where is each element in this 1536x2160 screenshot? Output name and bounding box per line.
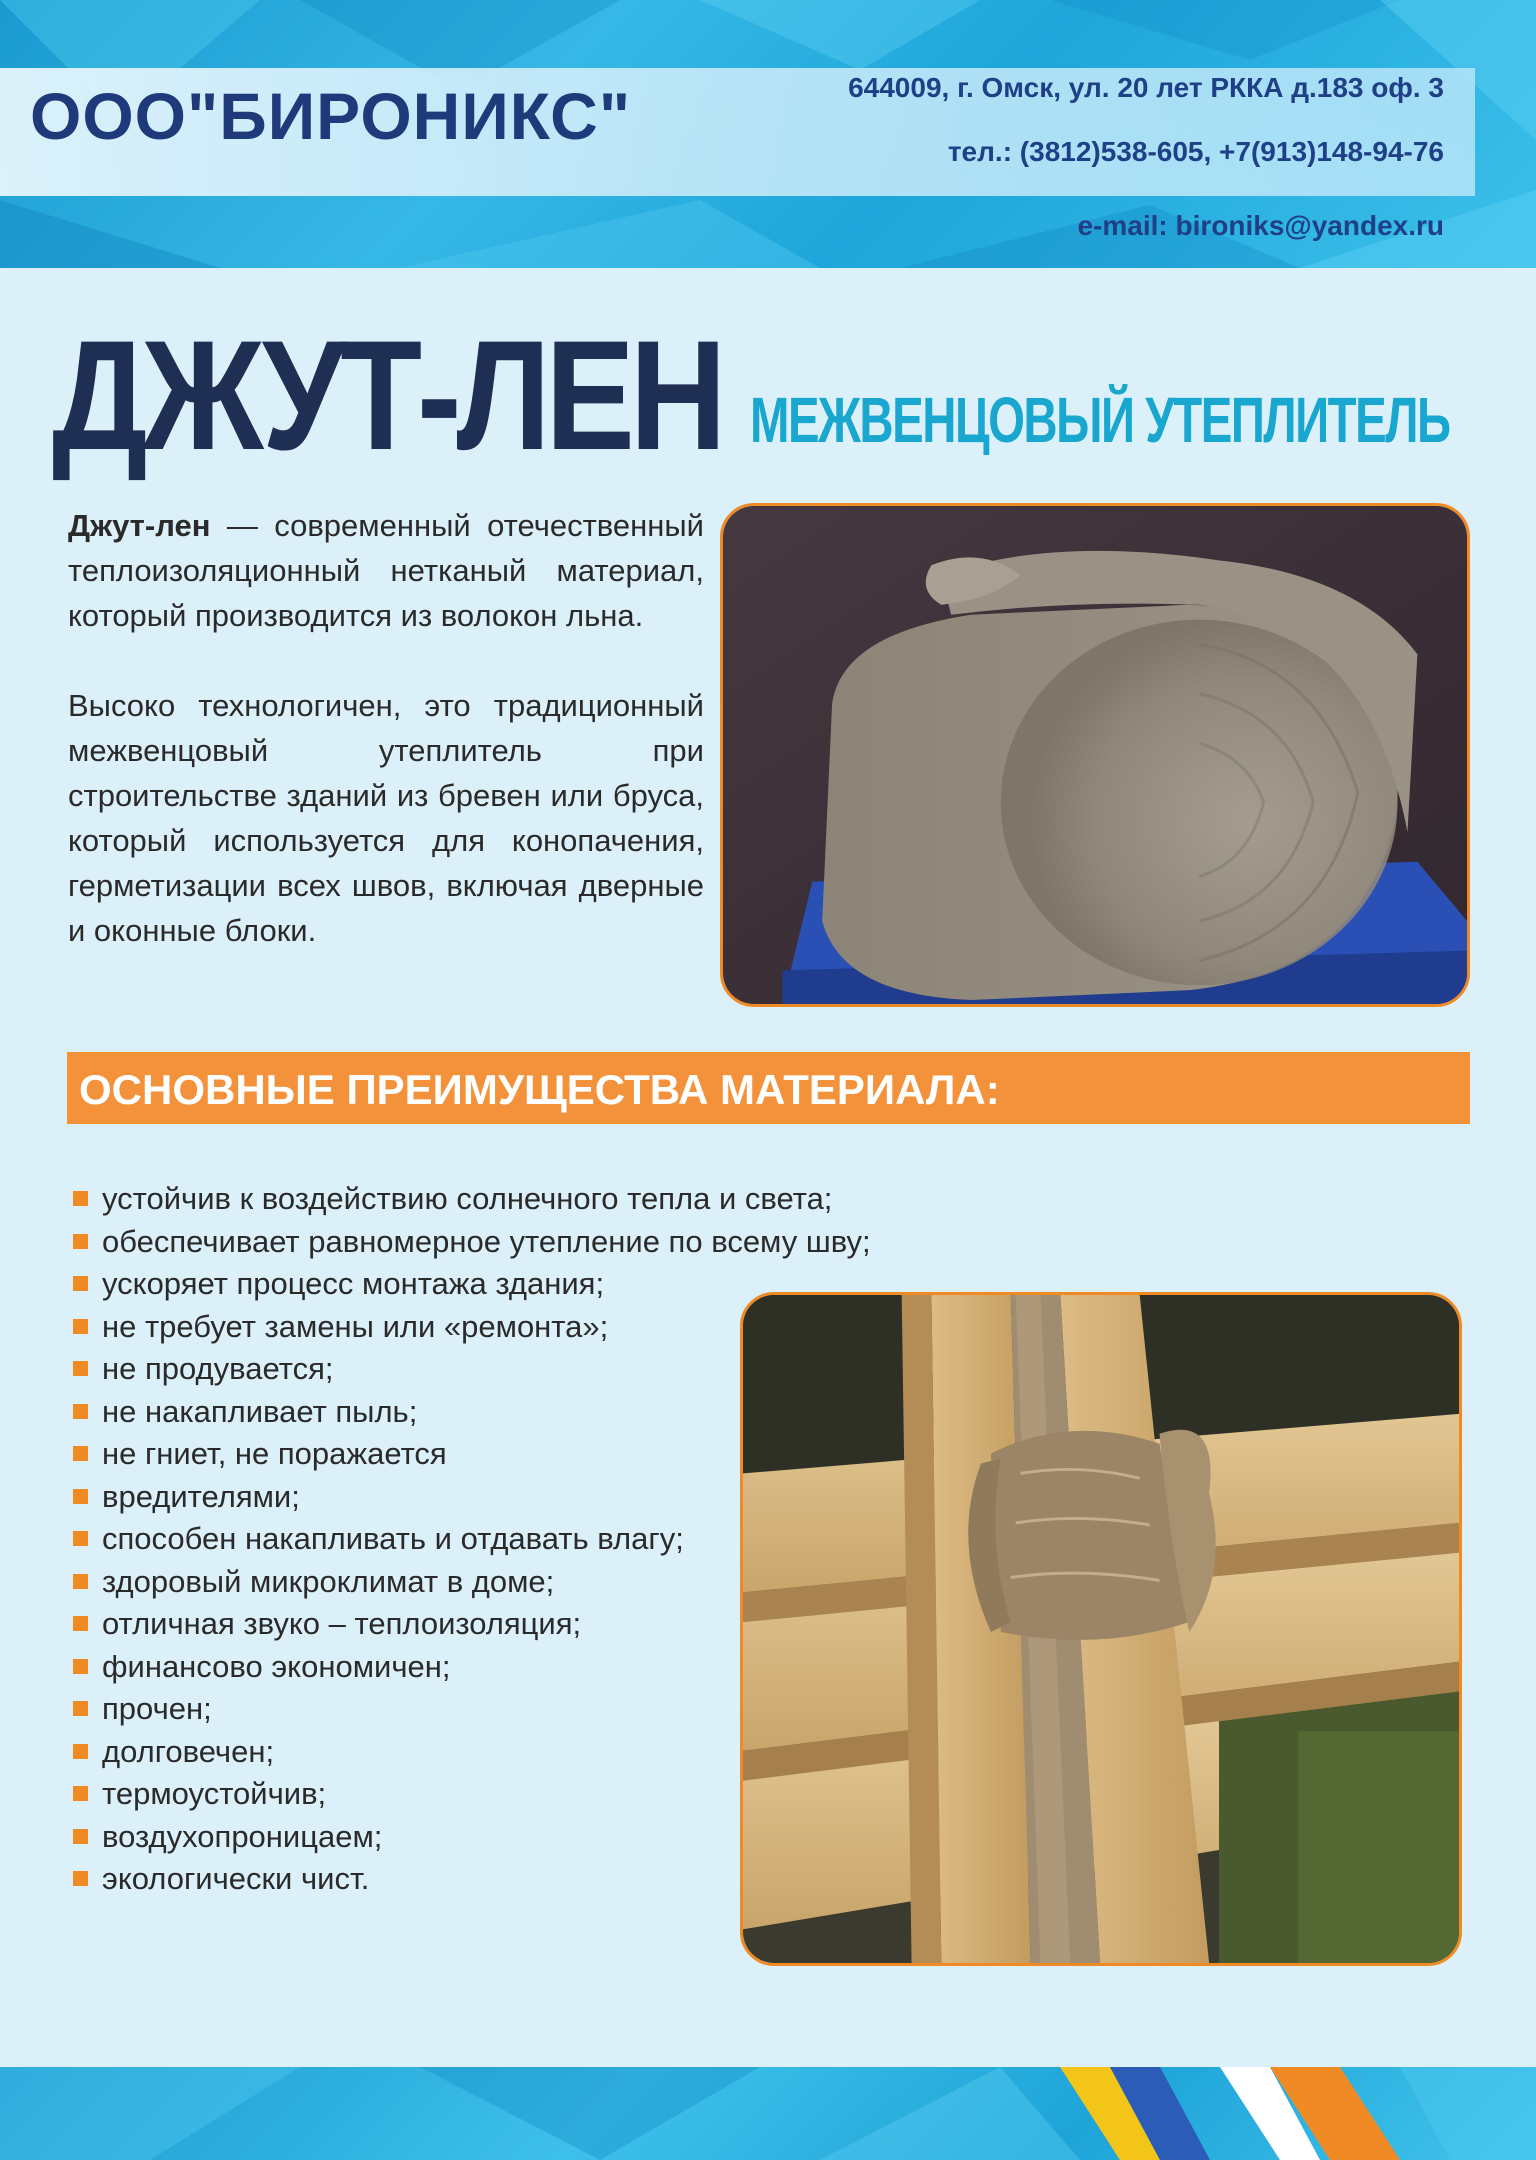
list-item: обеспечивает равномерное утепление по всему шву; (68, 1221, 968, 1264)
description-paragraph-2: Высоко технологичен, это традиционный межвенцовый утеплитель при строительстве зданий из бревен или бруса, который используется для конопачения, герметизации всех швов, включая дверные и оконные блоки. (68, 688, 704, 948)
bullet-square-icon (73, 1489, 88, 1504)
list-item: финансово экономичен; (68, 1646, 968, 1689)
list-item: способен накапливать и отдавать влагу; (68, 1518, 722, 1561)
list-item: здоровый микроклимат в доме; (68, 1561, 968, 1604)
bullet-square-icon (73, 1786, 88, 1801)
description-definition: — современный отечественный теплоизоляционный нетканый материал, который производится из волокон льна. (68, 508, 704, 633)
timber-joint-photo (740, 1292, 1462, 1966)
footer-band (0, 2067, 1536, 2160)
product-subtitle: МЕЖВЕНЦОВЫЙ УТЕПЛИТЕЛЬ (750, 384, 1450, 456)
bullet-square-icon (73, 1276, 88, 1291)
bullet-square-icon (73, 1191, 88, 1206)
advantages-banner (67, 1052, 1470, 1124)
bullet-square-icon (73, 1701, 88, 1716)
list-item: воздухопроницаем; (68, 1816, 968, 1859)
list-item: прочен; (68, 1688, 968, 1731)
advantages-heading: ОСНОВНЫЕ ПРЕИМУЩЕСТВА МАТЕРИАЛА: (79, 1066, 1000, 1113)
bullet-square-icon (73, 1871, 88, 1886)
company-address: 644009, г. Омск, ул. 20 лет РККА д.183 оф. 3 (848, 72, 1444, 103)
bullet-square-icon (73, 1574, 88, 1589)
list-item: экологически чист. (68, 1858, 968, 1901)
company-name: ООО"БИРОНИКС" (30, 79, 632, 153)
bullet-square-icon (73, 1319, 88, 1334)
company-phone: тел.: (3812)538-605, +7(913)148-94-76 (947, 136, 1444, 167)
bullet-square-icon (73, 1404, 88, 1419)
list-item: отличная звуко – теплоизоляция; (68, 1603, 968, 1646)
bullet-square-icon (73, 1446, 88, 1461)
bullet-square-icon (73, 1234, 88, 1249)
list-item: не продувается; (68, 1348, 968, 1391)
list-item: не накапливает пыль; (68, 1391, 968, 1434)
bullet-square-icon (73, 1361, 88, 1376)
company-email: e-mail: bironiks@yandex.ru (1077, 210, 1444, 241)
product-title: ДЖУТ-ЛЕН (52, 309, 722, 483)
jute-roll-photo (720, 503, 1470, 1007)
list-item: не требует замены или «ремонта»; (68, 1306, 968, 1349)
list-item: вредителями; (68, 1476, 968, 1519)
timber-joint-illustration (743, 1295, 1459, 1963)
bullet-square-icon (73, 1531, 88, 1546)
description-term: Джут-лен (68, 508, 211, 543)
list-item: устойчив к воздействию солнечного тепла и света; (68, 1178, 968, 1221)
list-item: ускоряет процесс монтажа здания; (68, 1263, 968, 1306)
list-item: долговечен; (68, 1731, 968, 1774)
product-description (68, 503, 704, 998)
description-paragraph-1 (68, 503, 704, 638)
footer-facets (0, 2067, 1536, 2160)
bullet-square-icon (73, 1659, 88, 1674)
bullet-square-icon (73, 1829, 88, 1844)
list-item: термоустойчив; (68, 1773, 968, 1816)
header-band (0, 0, 1536, 268)
bullet-square-icon (73, 1616, 88, 1631)
list-item: не гниет, не поражается (68, 1433, 968, 1476)
bullet-square-icon (73, 1744, 88, 1759)
jute-roll-illustration (723, 506, 1467, 1004)
